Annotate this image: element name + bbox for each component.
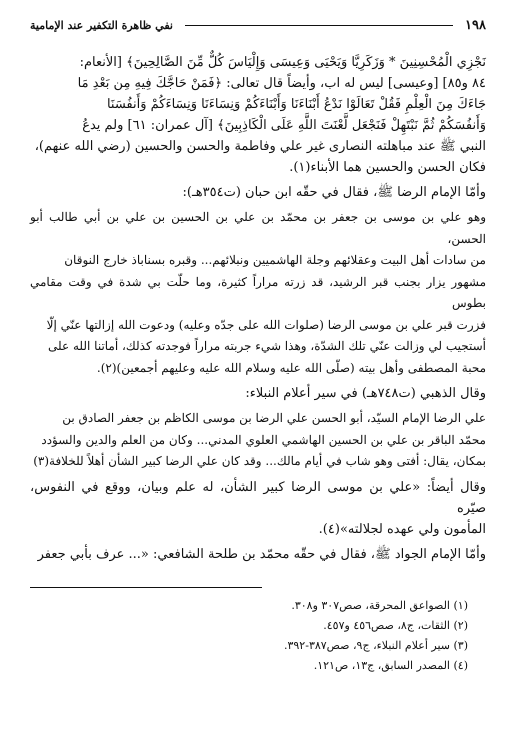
footnote: (٣) سير أعلام النبلاء، ج٩، صص٣٨٧-٣٩٢. (283, 638, 468, 652)
footnote-separator-box (30, 565, 486, 596)
footnote: (٤) المصدر السابق، ج١٣، ص١٢١. (313, 658, 468, 672)
footnote: (١) الصواعق المحرقة، صص٣٠٧ و٣٠٨. (291, 598, 468, 612)
running-title: نفي ظاهرة التكفير عند الإمامية (30, 18, 173, 32)
paragraph-p5-line: بمكان، يقال: أفتى وهو شاب في أيام مالك... وقد كان علي الرضا كبير الشأن أهلاً للخلافة(٣) (33, 454, 486, 468)
paragraph-p5-line: علي الرضا الإمام السيّد، أبو الحسن علي الرضا بن موسى الكاظم بن جعفر الصادق بن (62, 411, 486, 425)
paragraph-p1-line: النبي ﷺ عند مباهلته النصارى غير علي وفاطمة والحسن والحسين (رضي الله عنهم)، (34, 139, 486, 154)
paragraph-p6-line: المأمون ولي عهده لجلالته»(٤). (318, 521, 486, 537)
paragraph-p3-line: محبة المصطفى وأهل بيته (صلّى الله عليه وسلام الله عليه وعليهم أجمعين)(٢). (96, 360, 486, 375)
page-number: ١٩٨ (465, 17, 486, 33)
footnotes (30, 596, 486, 676)
paragraph-p6-line: وقال أيضاً: «علي بن موسى الرضا كبير الشأن، له علم وبيان، ووقع في النفوس، صيّره (30, 479, 486, 516)
paragraph-p3-line: مشهور يزار بجنب قبر الرشيد، قد زرته مراراً كثيرة، وما حلّت بي شدة في وقت مقامي بطوس (30, 274, 486, 310)
paragraph-p1-line: وَأَنفُسَكُمْ ثُمَّ نَبْتَهِلْ فَنَجْعَل لَّعْنَتَ اللَّهِ عَلَى الْكَاذِبِينَ﴾ [آل عمران: ٦١] ولم يدعُ (82, 118, 486, 133)
paragraph-p3-line: فزرت قبر علي بن موسى الرضا (صلوات الله على جدّه وعليه) ودعوت الله إزالتها عنّي إلّا (46, 317, 486, 332)
paragraph-p1-line: فكان الحسن والحسين هما الأبناء(١). (289, 160, 486, 175)
footnote-separator (30, 587, 262, 588)
paragraph-p7-line: وأمّا الإمام الجواد ﷺ، فقال في حقّه محمّد بن طلحة الشافعي: «... عرف بأبي جعفر (37, 546, 486, 562)
paragraph-p4-line: وقال الذهبي (ت٧٤٨هـ) في سير أعلام النبلاء: (245, 386, 486, 401)
page-header (30, 14, 486, 36)
page-body (30, 52, 486, 565)
paragraph-p3-line: من سادات أهل البيت وعقلائهم وجلة الهاشميين ونبلائهم... وقبره بسناباذ خارج النوقان (64, 253, 486, 267)
paragraph-p5-line: محمّد الباقر بن علي بن الحسين الهاشمي العلوي المدني... وكان من العلم والدين والسؤدد (41, 432, 486, 447)
paragraph-p1-line: ٨٤ و٨٥] [وعيسى] ليس له اب، وأيضاً قال تعالى: ﴿فَمَنْ حَاجَّكَ فِيهِ مِن بَعْدِ مَا (77, 76, 486, 91)
footnote: (٢) الثقات، ج٨، صص٤٥٦ و٤٥٧. (323, 618, 468, 632)
paragraph-p2-line: وأمّا الإمام الرضا ﷺ، فقال في حقّه ابن حبان (ت٣٥٤هـ): (182, 185, 486, 200)
paragraph-p3-line: أستجيب لي وزالت عنّي تلك الشدّة، وهذا شيء جربته مراراً فوجدته كذلك، أماتنا الله على (48, 339, 486, 353)
paragraph-p1-line: نَجْزِي الْمُحْسِنِينَ * وَزَكَرِيَّا وَيَحْيَى وَعِيسَى وَإِلْيَاسَ كُلٌّ مِّنَ الصَّالِحِينَ﴾ [الأنعام: (79, 55, 486, 70)
paragraph-p1-line: جَاءَكَ مِنَ الْعِلْمِ فَقُلْ تَعَالَوْا نَدْعُ أَبْنَاءَنَا وَأَبْنَاءَكُمْ وَنِسَاءَنَا وَنِسَاءَكُمْ وَأَنفُسَنَا (106, 97, 486, 112)
header-rule (185, 25, 453, 26)
paragraph-p3-line: وهو علي بن موسى بن جعفر بن محمّد بن علي بن الحسين بن علي بن أبي طالب أبو الحسن، (30, 210, 486, 246)
